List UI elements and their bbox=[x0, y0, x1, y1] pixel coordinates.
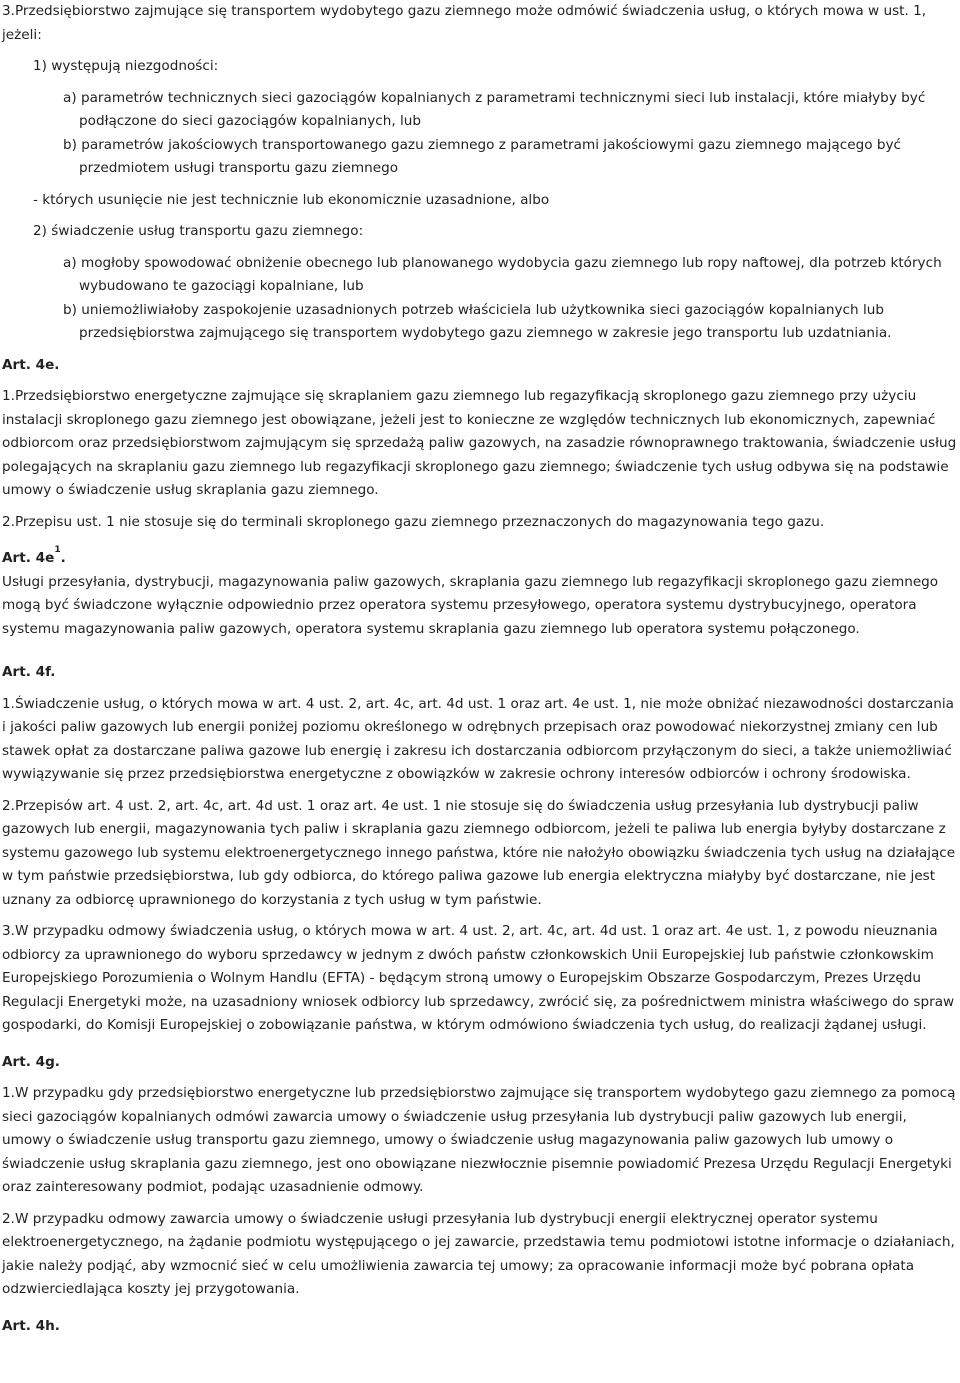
paragraph-4e-1: 1.Przedsiębiorstwo energetyczne zajmujące się skraplaniem gazu ziemnego lub regazyfikacją skroplonego gazu ziemnego przy użyciu instalacji skroplonego gazu ziemnego jest obowiązane, jeżeli jest to konieczne ze względów technicznych lub ekonomicznych, zapewniać odbiorcom oraz przedsiębiorstwom zajmującym się sprzedażą paliw gazowych, na zasadzie równoprawnego traktowania, świadczenie usług polegających na skraplaniu gazu ziemnego lub regazyfikacji skroplonego gazu ziemnego; świadczenie tych usług odbywa się na podstawie umowy o świadczenie usług skraplania gazu ziemnego. bbox=[2, 388, 957, 498]
article-heading-4e: Art. 4e. bbox=[2, 356, 60, 373]
section-art4f bbox=[0, 661, 960, 1038]
article-heading-4g: Art. 4g. bbox=[2, 1053, 60, 1070]
section-art4h bbox=[0, 1315, 960, 1339]
list-item-2a: a) mogłoby spowodować obniżenie obecnego lub planowanego wydobycia gazu ziemnego lub ropy naftowej, dla potrzeb których wybudowano te gazociągi kopalniane, lub bbox=[63, 254, 942, 294]
list-item-1a: a) parametrów technicznych sieci gazociągów kopalnianych z parametrami technicznymi sieci lub instalacji, które miałyby być podłączone do sieci gazociągów kopalnianych, lub bbox=[63, 89, 926, 129]
list-item-1-tail: - których usunięcie nie jest technicznie lub ekonomicznie uzasadnione, albo bbox=[33, 191, 550, 208]
paragraph-4f-2: 2.Przepisów art. 4 ust. 2, art. 4c, art. 4d ust. 1 oraz art. 4e ust. 1 nie stosuje się do świadczenia usług przesyłania lub dystrybucji paliw gazowych lub energii, magazynowania tych paliw i skraplania gazu ziemnego odbiorcom, jeżeli te paliwa lub energia byłyby dostarczane z systemu gazowego lub systemu elektroenergetycznego innego państwa, które nie nałożyło obowiązku świadczenia tych usług na działające w tym państwie przedsiębiorstwa, lub gdy odbiorca, do którego paliwa gazowe lub energia elektryczna miałyby być dostarczane, nie jest uznany za odbiorcę uprawnionego do korzystania z tych usług w tym państwie. bbox=[2, 797, 956, 908]
paragraph-4f-3: 3.W przypadku odmowy świadczenia usług, o których mowa w art. 4 ust. 2, art. 4c, art. 4d ust. 1 oraz art. 4e ust. 1, z powodu nieuznania odbiorcy za uprawnionego do wyboru sprzedawcy w jednym z dwóch państw członkowskich Unii Europejskiej lub państwie członkowskim Europejskiego Porozumienia o Wolnym Handlu (EFTA) - będącym stroną umowy o Europejskim Obszarze Gospodarczym, Prezes Urzędu Regulacji Energetyki może, na uzasadniony wniosek odbiorcy lub sprzedawcy, zwrócić się, za pośrednictwem ministra właściwego do spraw gospodarki, do Komisji Europejskiej o zobowiązanie państwa, w którym odmówiono świadczenia tych usług, do realizacji żądanej usługi. bbox=[2, 923, 955, 1033]
list-item-2b: b) uniemożliwiałoby zaspokojenie uzasadnionych potrzeb właściciela lub użytkownika sieci gazociągów kopalnianych lub przedsiębiorstwa zajmującego się transportem wydobytego gazu ziemnego w zakresie jego transportu lub uzdatniania. bbox=[63, 301, 892, 341]
article-heading-4e1-main: Art. 4e bbox=[2, 550, 55, 566]
section-art4g bbox=[0, 1051, 960, 1302]
paragraph-4e-2: 2.Przepisu ust. 1 nie stosuje się do terminali skroplonego gazu ziemnego przeznaczonych do magazynowania tego gazu. bbox=[2, 513, 825, 530]
section-art4e1 bbox=[0, 547, 960, 641]
article-heading-4e1 bbox=[0, 547, 960, 571]
paragraph-4f-1: 1.Świadczenie usług, o których mowa w art. 4 ust. 2, art. 4c, art. 4d ust. 1 oraz art. 4e ust. 1, nie może obniżać niezawodności dostarczania i jakości paliw gazowych lub energii poniżej poziomu określonego w odrębnych przepisach oraz powodować niekorzystnej zmiany cen lub stawek opłat za dostarczane paliwa gazowe lub energię i zakresu ich dostarczania odbiorcom przyłączonym do sieci, a także uniemożliwiać wywiązywanie się przez przedsiębiorstwa energetyczne z obowiązków w zakresie ochrony interesów odbiorców i ochrony środowiska. bbox=[2, 695, 954, 782]
section-art4d-continuation bbox=[0, 0, 960, 346]
list-item-2: 2) świadczenie usług transportu gazu ziemnego: bbox=[33, 223, 364, 239]
article-heading-4e1-dot: . bbox=[60, 550, 66, 566]
list-item-1b: b) parametrów jakościowych transportowanego gazu ziemnego z parametrami jakościowymi gazu ziemnego mającego być przedmiotem usługi transportu gazu ziemnego bbox=[63, 136, 901, 176]
list-item-1: 1) występują niezgodności: bbox=[33, 58, 219, 74]
paragraph-4g-2: 2.W przypadku odmowy zawarcia umowy o świadczenie usługi przesyłania lub dystrybucji energii elektrycznej operator systemu elektroenergetycznego, na żądanie podmiotu występującego o jej zawarcie, przedstawia temu podmiotowi istotne informacje o działaniach, jakie należy podjąć, aby wzmocnić sieć w celu umożliwienia zawarcia tej umowy; za opracowanie informacji może być pobrana opłata odzwierciedlająca koszty jej przygotowania. bbox=[2, 1210, 955, 1297]
paragraph-4e1-1: Usługi przesyłania, dystrybucji, magazynowania paliw gazowych, skraplania gazu ziemnego lub regazyfikacji skroplonego gazu ziemnego mogą być świadczone wyłącznie odpowiednio przez operatora systemu przesyłowego, operatora systemu dystrybucyjnego, operatora systemu magazynowania paliw gazowych, operatora systemu skraplania gazu ziemnego lub operatora systemu połączonego. bbox=[2, 573, 939, 637]
article-heading-4f: Art. 4f. bbox=[2, 664, 56, 680]
article-heading-4h: Art. 4h. bbox=[2, 1317, 60, 1334]
paragraph-4g-1: 1.W przypadku gdy przedsiębiorstwo energetyczne lub przedsiębiorstwo zajmujące się transportem wydobytego gazu ziemnego za pomocą sieci gazociągów kopalnianych odmówi zawarcia umowy o świadczenie usług przesyłania lub dystrybucji paliw gazowych lub energii, umowy o świadczenie usług transportu gazu ziemnego, umowy o świadczenie usług magazynowania paliw gazowych lub umowy o świadczenie usług skraplania gazu ziemnego, jest ono obowiązane niezwłocznie pisemnie powiadomić Prezesa Urzędu Regulacji Energetyki oraz zainteresowany podmiot, podając uzasadnienie odmowy. bbox=[2, 1085, 956, 1195]
article-heading-4e1-index: 1 bbox=[54, 545, 61, 555]
section-art4e bbox=[0, 354, 960, 535]
paragraph-3: 3.Przedsiębiorstwo zajmujące się transportem wydobytego gazu ziemnego może odmówić świadczenia usług, o których mowa w ust. 1, jeżeli: bbox=[2, 3, 927, 43]
